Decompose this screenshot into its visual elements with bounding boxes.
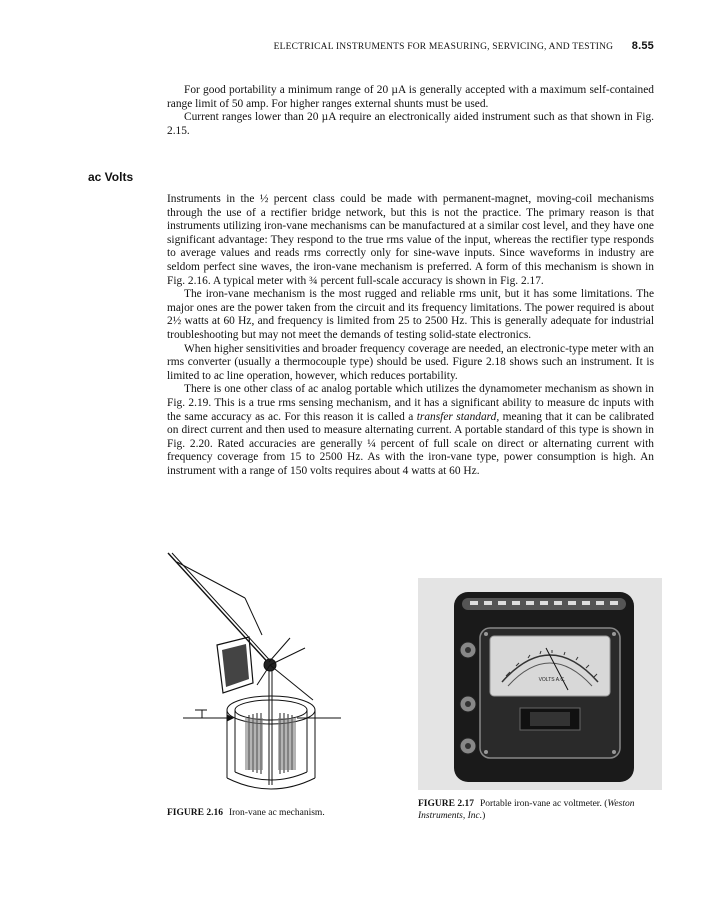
text-run: There is one other class of ac analog portable which utilizes the dynamometer mechanism as shown in Fig. 2.19. This is a true rms sensing mechanism, and it has a significant ability to measure dc inputs with the same accuracy as ac. For this reason it is called a: [167, 383, 654, 423]
iron-vane-mechanism-drawing: [165, 550, 355, 795]
paragraph: [167, 383, 654, 478]
intro-text: [167, 84, 654, 138]
voltmeter-photo: [418, 578, 662, 790]
running-title: ELECTRICAL INSTRUMENTS FOR MEASURING, SERVICING, AND TESTING: [273, 42, 614, 52]
caption-text: ): [482, 810, 486, 821]
section-heading: ac Volts: [88, 170, 134, 184]
figure-2-16-caption: [167, 808, 325, 820]
text-run: meaning that it can be calibrated on direct current and then used to measure alternating current. A portable standard of this type is shown in Fig. 2.20. Rated accuracies are generally ¼ percent of full scale on direct or alternating current with frequency coverage from 15 to 2500 Hz. As with the iron-vane type, power consumption is high. An instrument with a range of 150 volts requires about 4 watts at 60 Hz.: [167, 410, 654, 477]
page-number: 8.55: [631, 40, 654, 52]
caption-text: Portable iron-vane ac voltmeter. (: [479, 799, 608, 809]
section-body: [167, 193, 654, 478]
paragraph: Current ranges lower than 20 µA require an electronically aided instrument such as that shown in Fig. 2.15.: [167, 111, 654, 137]
dial-label: VOLTS A.C.: [538, 677, 566, 683]
italic-term: transfer standard,: [416, 410, 500, 423]
paragraph: When higher sensitivities and broader frequency coverage are needed, an electronic-type meter with an rms converter (usually a thermocouple type) should be used. Figure 2.18 shows such an instrument. It is limited to ac line operation, however, which reduces portability.: [167, 342, 654, 382]
caption-credit: Weston Instruments, Inc.: [418, 799, 635, 821]
figure-2-17-caption: [418, 799, 668, 822]
caption-text: Iron-vane ac mechanism.: [228, 808, 325, 818]
figure-label: FIGURE 2.16: [167, 808, 223, 818]
figure-label: FIGURE 2.17: [418, 799, 474, 809]
running-header: [0, 40, 654, 52]
paragraph: The iron-vane mechanism is the most rugged and reliable rms unit, but it has some limitations. The major ones are the power taken from the circuit and its frequency limitations. The power required is about 2½ watts at 60 Hz, and frequency is limited from 25 to 2500 Hz. This is generally adequate for industrial troubleshooting but may not meet the demands of testing solid-state electronics.: [167, 288, 654, 341]
paragraph: For good portability a minimum range of 20 µA is generally accepted with a maximum self-contained range limit of 50 amp. For higher ranges external shunts must be used.: [167, 84, 654, 110]
paragraph: Instruments in the ½ percent class could be made with permanent-magnet, moving-coil mechanisms through the use of a rectifier bridge network, but this is not the practice. The primary reason is that instruments utilizing iron-vane mechanisms can be manufactured at a similar cost level, and they have one significant advantage: They respond to the true rms value of the input, whereas the rectifier type responds to average values and reads rms correctly only for sine-wave inputs. Since waveforms in industry are seldom perfect sine waves, the iron-vane mechanism is preferred. A form of this mechanism is shown in Fig. 2.16. A typical meter with ¾ percent full-scale accuracy is shown in Fig. 2.17.: [167, 193, 654, 287]
